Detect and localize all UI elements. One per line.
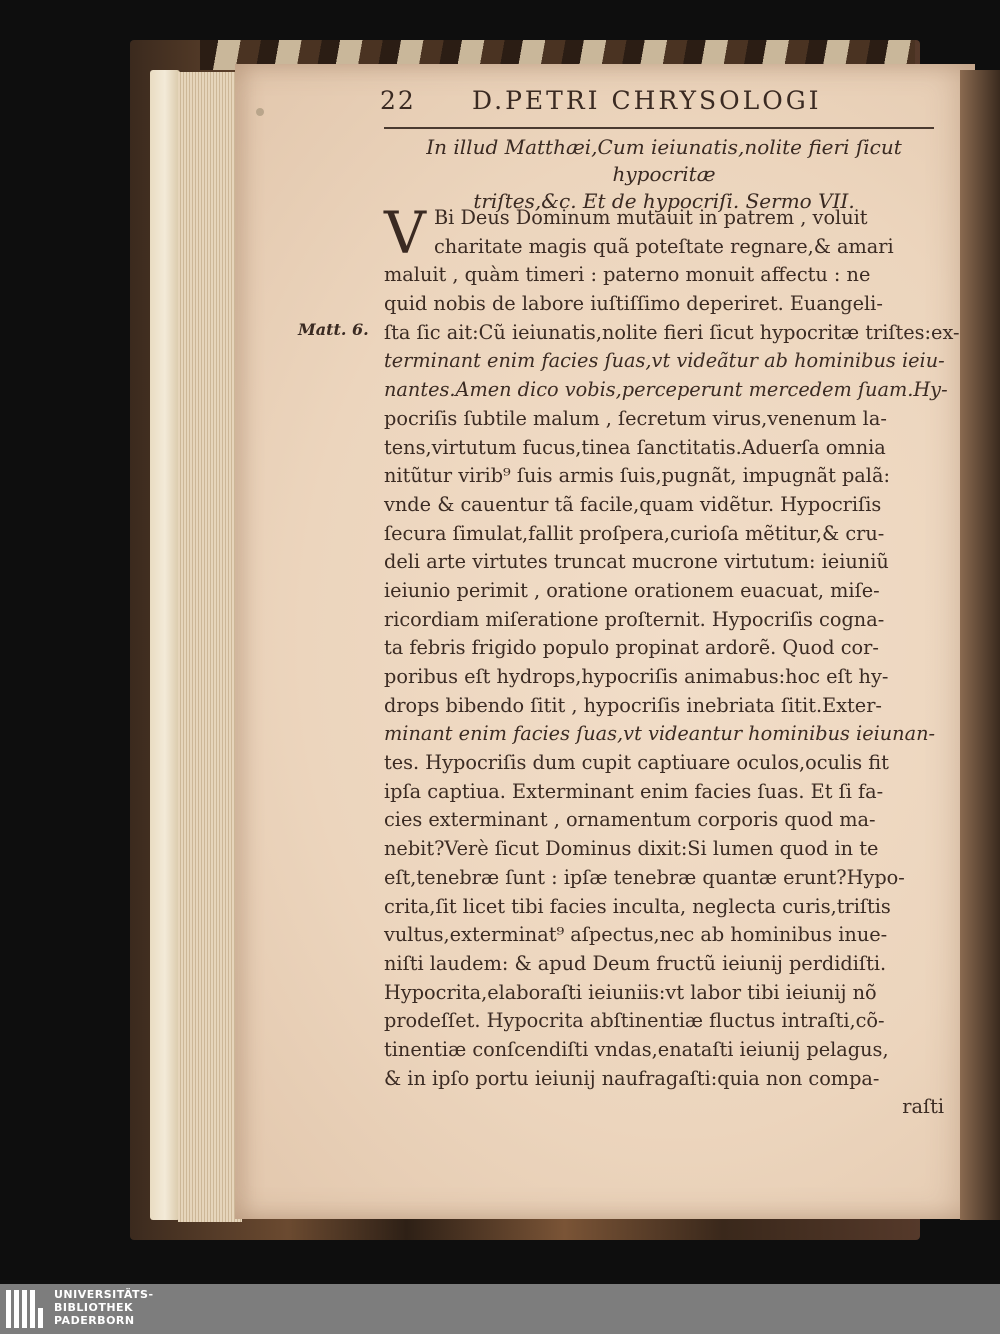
text-line: ſta ſic ait:Cũ ieiunatis,nolite fieri ſicut hypocritæ triſtes:ex-	[384, 320, 960, 344]
text-line: maluit , quàm timeri : paterno monuit affectu : ne	[384, 263, 871, 287]
text-line: ſecura ſimulat,fallit proſpera,curioſa mẽtitur,& cru-	[384, 521, 885, 545]
text-line: drops bibendo ſitit , hypocriſis inebriata ſitit.Exter-	[384, 693, 882, 717]
text-line: nantes.Amen dico vobis,perceperunt mercedem ſuam.Hy-	[384, 378, 948, 402]
text-line: tens,virtutum fucus,tinea ſanctitatis.Aduerſa omnia	[384, 435, 886, 459]
text-line: nitũtur virib⁹ ſuis armis ſuis,pugnãt, impugnãt palã:	[384, 464, 890, 488]
text-line: vultus,exterminat⁹ aſpectus,nec ab hominibus inue-	[384, 923, 888, 947]
text-line: Bi Deus Dominum mutauit in patrem , voluit	[434, 206, 868, 229]
text-line: vnde & cauentur tã facile,quam vidẽtur. Hypocriſis	[384, 492, 882, 516]
library-name-line: UNIVERSITÄTS-	[54, 1288, 154, 1301]
text-line: terminant enim facies ſuas,vt videãtur ab hominibus ieiu-	[384, 349, 945, 373]
text-line: cies exterminant , ornamentum corporis quod ma-	[384, 808, 876, 832]
sermon-title	[384, 134, 944, 215]
page-number: 22	[380, 86, 416, 115]
text-line: prodeſſet. Hypocrita abſtinentiæ fluctus intraſti,cõ-	[384, 1009, 885, 1033]
header-rule	[384, 127, 934, 129]
page-header	[380, 86, 940, 120]
paper-spot	[256, 108, 264, 116]
text-line: eſt,tenebræ ſunt : ipſæ tenebræ quantæ erunt?Hypo-	[384, 865, 905, 889]
title-line: In illud Matthæi,Cum ieiunatis,nolite fieri ſicut hypocritæ	[426, 135, 902, 186]
text-line: ricordiam miſeratione proſternit. Hypocriſis cogna-	[384, 607, 885, 631]
page-stack	[178, 72, 242, 1222]
book-gutter	[960, 70, 1000, 1220]
text-line: pocriſis ſubtile malum , ſecretum virus,venenum la-	[384, 406, 887, 430]
text-line: tinentiæ conſcendiſti vndas,enataſti ieiunij pelagus,	[384, 1037, 889, 1061]
library-footer	[0, 1284, 1000, 1334]
library-name	[54, 1288, 154, 1327]
text-line: tes. Hypocriſis dum cupit captiuare oculos,oculis fit	[384, 751, 889, 775]
text-line: poribus eſt hydrops,hypocriſis animabus:hoc eſt hy-	[384, 665, 889, 688]
text-line: Hypocrita,elaboraſti ieiuniis:vt labor tibi ieiunij nõ	[384, 980, 877, 1004]
library-logo-icon	[6, 1290, 44, 1328]
text-line: charitate magis quã poteſtate regnare,& amari	[434, 234, 894, 258]
text-line: ta febris frigido populo propinat ardorẽ. Quod cor-	[384, 636, 879, 660]
text-line: raſti	[902, 1095, 944, 1119]
library-name-line: BIBLIOTHEK	[54, 1301, 134, 1314]
drop-cap: V	[384, 199, 426, 267]
text-line: nebit?Verè ſicut Dominus dixit:Si lumen quod in te	[384, 837, 879, 861]
text-line: deli arte virtutes truncat mucrone virtutum: ieiuniũ	[384, 550, 889, 574]
endpaper-edge	[150, 70, 180, 1220]
text-line: crita,ſit licet tibi facies inculta, neglecta curis,triſtis	[384, 894, 891, 918]
margin-note: Matt. 6.	[298, 320, 369, 339]
text-line: minant enim facies ſuas,vt videantur hominibus ieiunan-	[384, 722, 936, 746]
text-line: & in ipſo portu ieiunij naufragaſti:quia non compa-	[384, 1066, 880, 1090]
running-head: D.PETRI CHRYSOLOGI	[472, 86, 822, 115]
text-line: ipſa captiua. Exterminant enim facies ſuas. Et ſi fa-	[384, 779, 884, 803]
text-line: ieiunio perimit , oratione orationem euacuat, miſe-	[384, 578, 880, 602]
text-line: niſti laudem: & apud Deum fructũ ieiunij perdidiſti.	[384, 951, 887, 975]
title-line: triſtes,&c. Et de hypocriſi. Sermo VII.	[473, 189, 855, 213]
text-line: quid nobis de labore iuſtiſſimo deperiret. Euangeli-	[384, 292, 883, 316]
library-name-line: PADERBORN	[54, 1314, 135, 1327]
